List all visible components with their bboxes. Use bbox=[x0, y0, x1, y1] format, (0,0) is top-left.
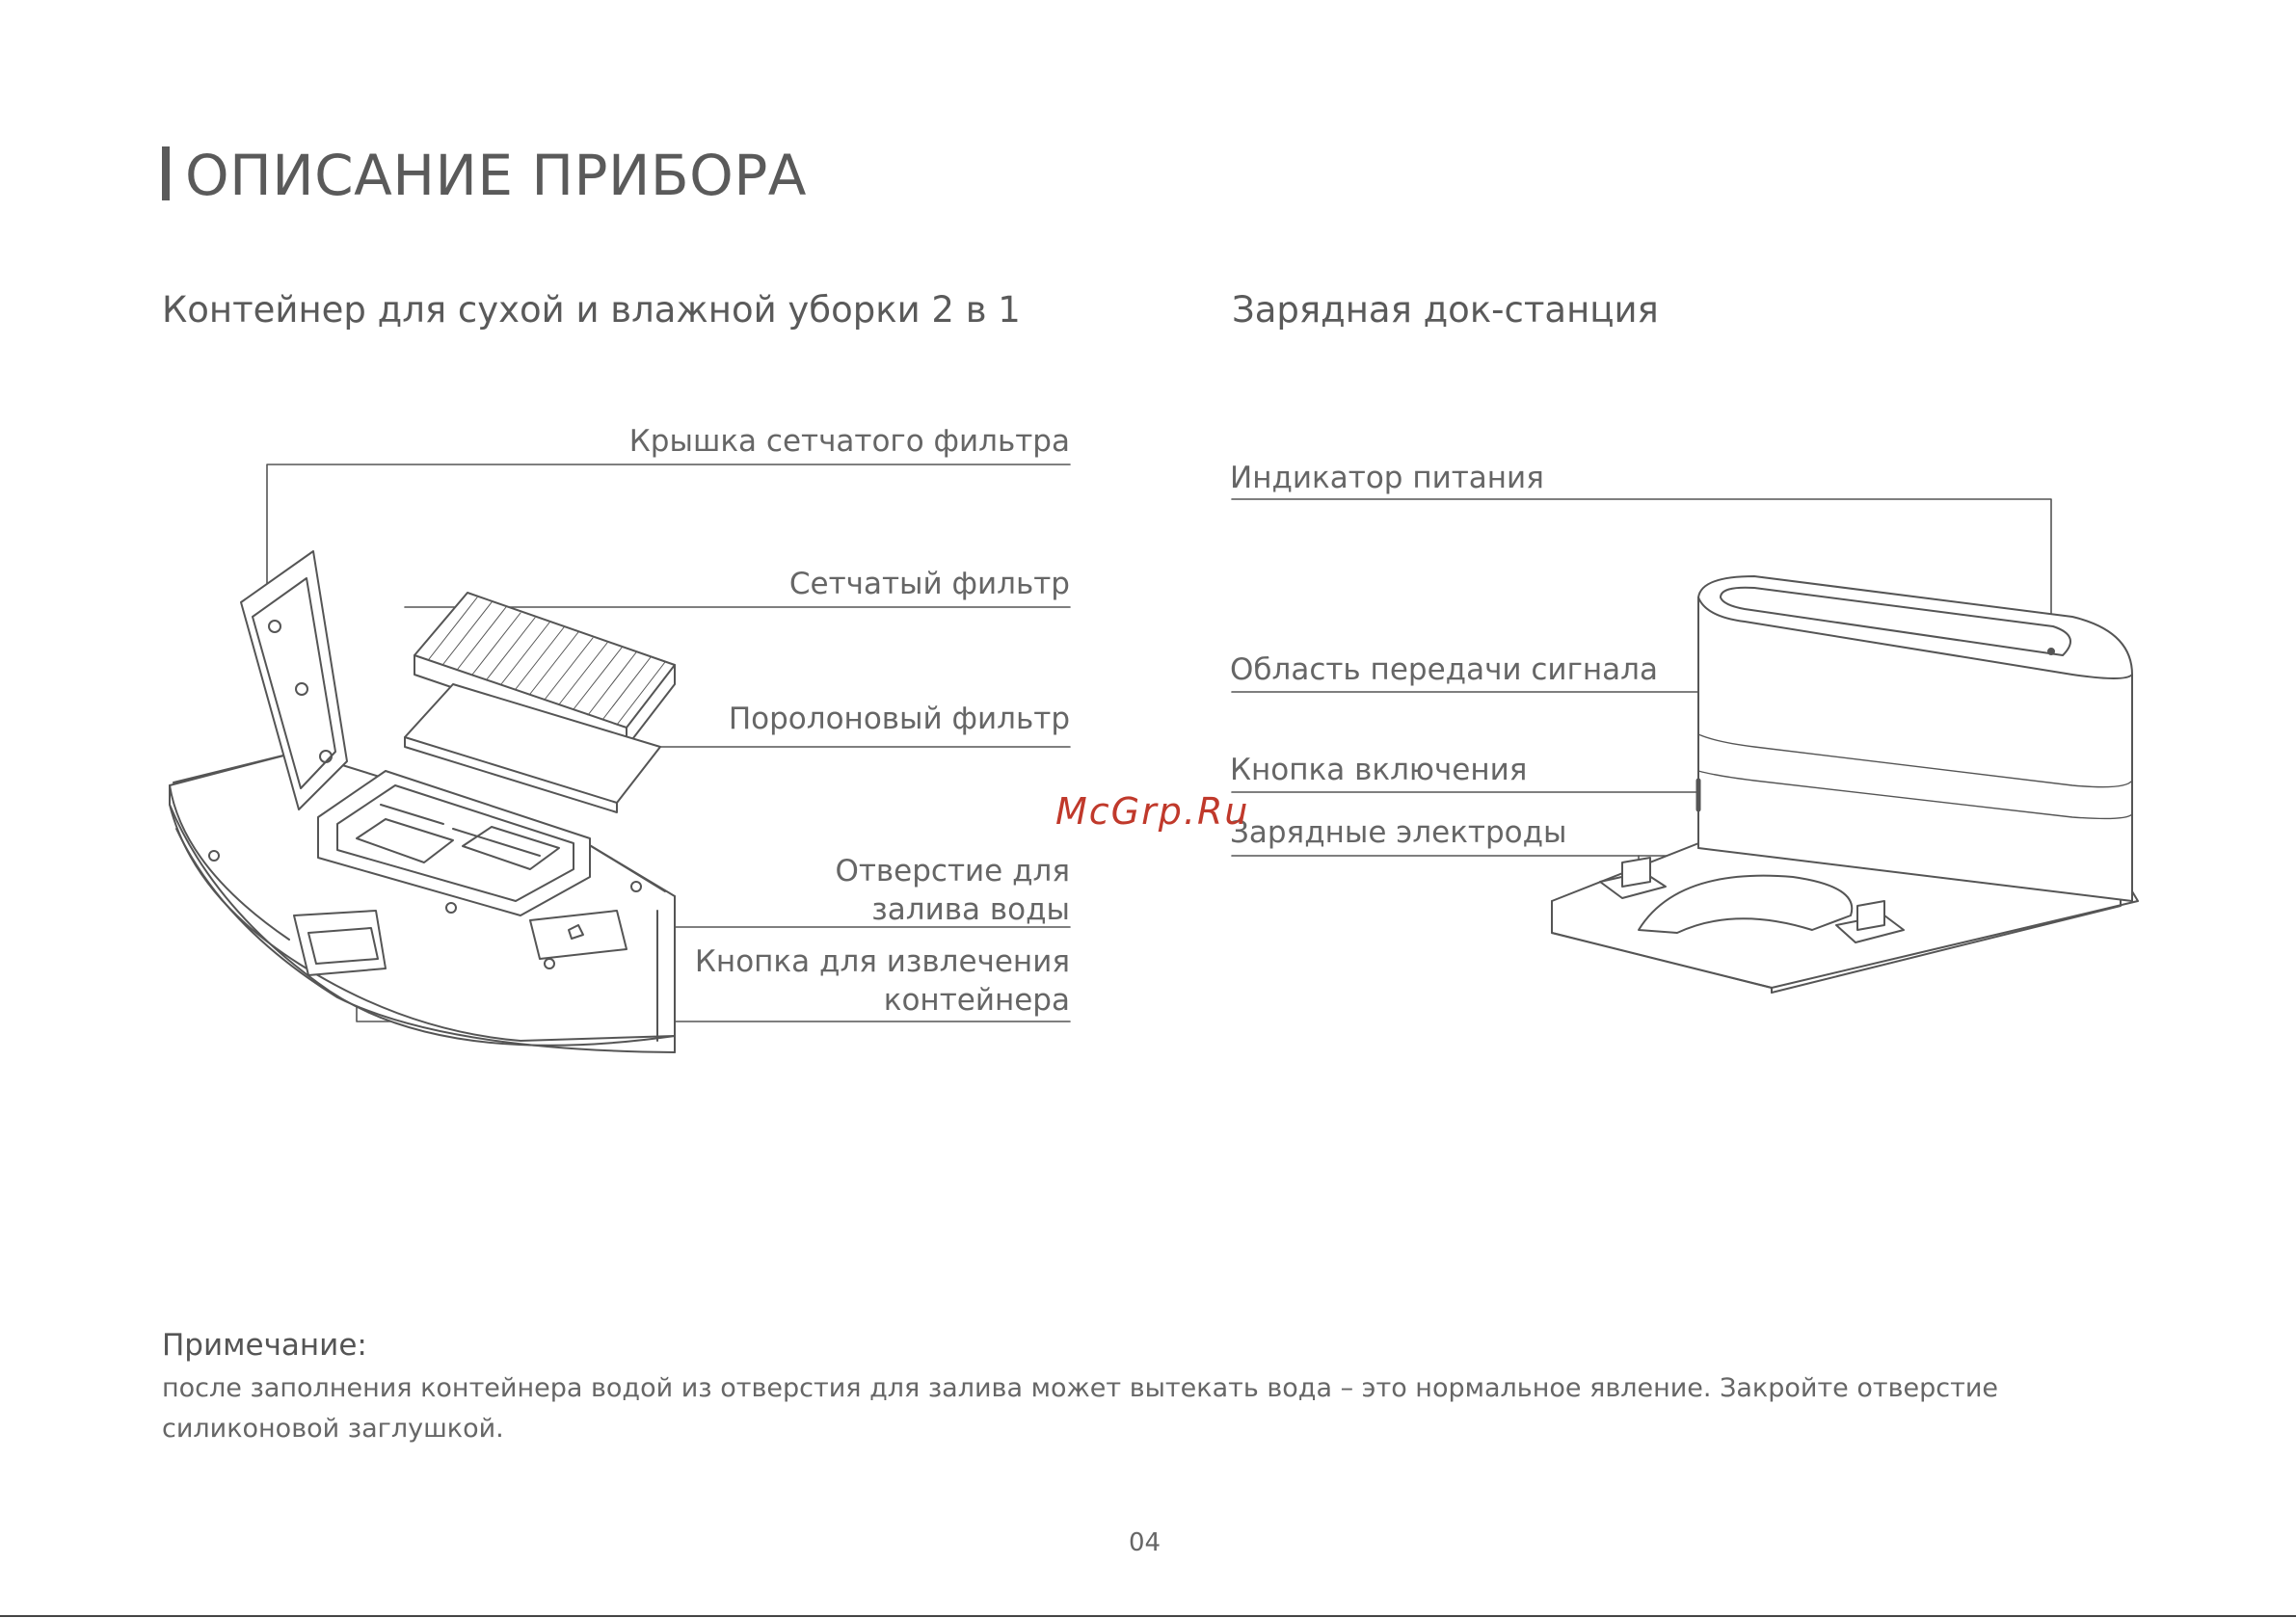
watermark: McGrp.Ru bbox=[1055, 790, 1250, 833]
page-title-text: ОПИСАНИЕ ПРИБОРА bbox=[185, 143, 807, 208]
dock-section-heading: Зарядная док-станция bbox=[1232, 289, 1659, 331]
dock-illustration bbox=[1552, 576, 2138, 993]
note-heading: Примечание: bbox=[162, 1328, 367, 1363]
page-bottom-border bbox=[0, 1615, 2296, 1617]
label-power-indicator: Индикатор питания bbox=[1230, 461, 1544, 495]
label-water-hole bbox=[835, 852, 1070, 929]
note-text: после заполнения контейнера водой из отверстия для залива может вытекать вода – это нормальное явление. Закройте отверстие силиконовой заглушкой. bbox=[162, 1373, 1999, 1444]
label-release-button-line2: контейнера bbox=[883, 983, 1070, 1018]
label-power-button: Кнопка включения bbox=[1230, 753, 1528, 787]
container-illustration bbox=[170, 551, 675, 1052]
label-filter-cover: Крышка сетчатого фильтра bbox=[628, 424, 1070, 459]
label-foam-filter: Поролоновый фильтр bbox=[728, 702, 1070, 736]
page-number: 04 bbox=[1129, 1528, 1161, 1557]
label-charging-contacts: Зарядные электроды bbox=[1230, 815, 1567, 850]
label-release-button-line1: Кнопка для извлечения bbox=[694, 944, 1070, 979]
container-section-heading: Контейнер для сухой и влажной уборки 2 в 1 bbox=[162, 289, 1021, 331]
label-water-hole-line1: Отверстие для bbox=[835, 854, 1070, 889]
label-water-hole-line2: залива воды bbox=[871, 892, 1070, 927]
label-signal-area: Область передачи сигнала bbox=[1230, 652, 1658, 687]
label-release-button bbox=[695, 942, 1070, 1020]
label-mesh-filter: Сетчатый фильтр bbox=[788, 567, 1070, 601]
